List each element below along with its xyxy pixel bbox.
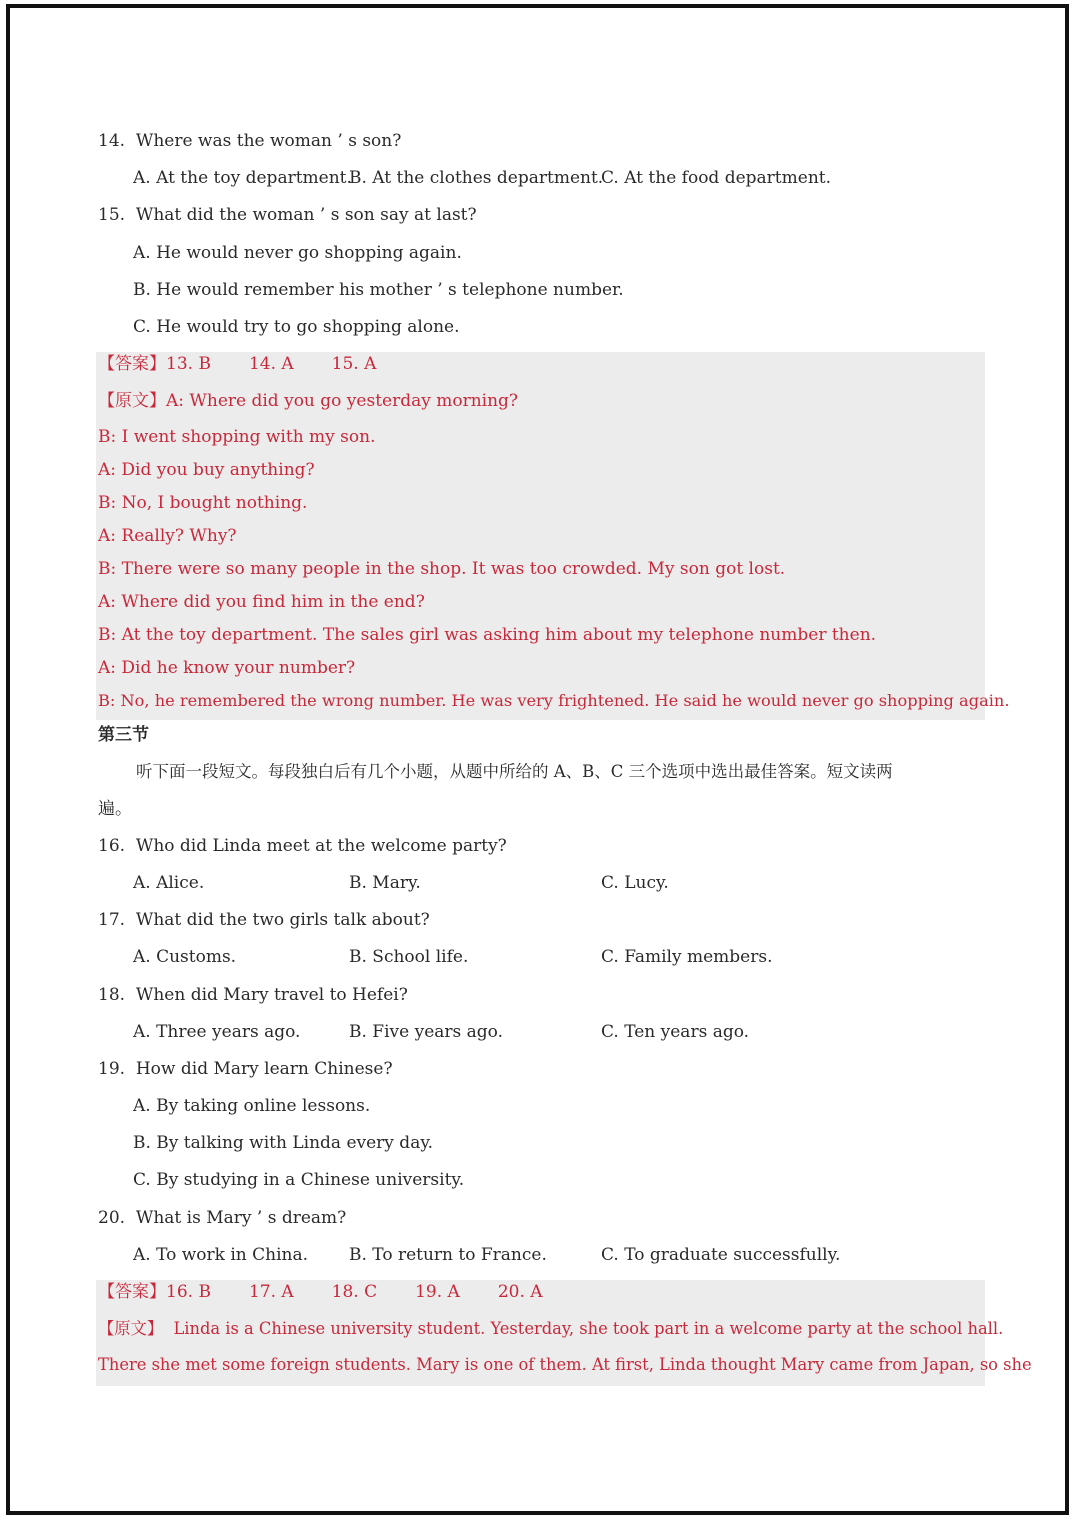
section-instruction: 听下面一段短文。每段独白后有几个小题，从题中所给的 A、B、C 三个选项中选出最佳答案。短文读两 [136,762,893,781]
question-18: 18. When did Mary travel to Hefei? [98,985,408,1005]
q14-option-b: B. At the clothes department. [349,168,604,188]
q17-option-a: A. Customs. [133,947,237,967]
transcript-1-line-10: B: No, he remembered the wrong number. He was very frightened. He said he would never go shopping again. [98,691,1010,710]
q19-option-a: A. By taking online lessons. [133,1096,371,1116]
q15-option-a: A. He would never go shopping again. [133,243,462,263]
transcript-1-line-9: A: Did he know your number? [98,658,356,678]
question-15: 15. What did the woman ’ s son say at last? [98,205,477,225]
answer-line-2: 【答案】16. B 17. A 18. C 19. A 20. A [98,1282,543,1302]
transcript-1-line-5: A: Really? Why? [98,526,237,546]
section-title: 第三节 [98,725,149,745]
transcript-1-line-8: B: At the toy department. The sales girl was asking him about my telephone number then. [98,625,877,645]
q19-option-b: B. By talking with Linda every day. [133,1133,434,1153]
section-instruction-cont: 遍。 [98,799,132,819]
q17-option-b: B. School life. [349,947,469,967]
q14-option-a: A. At the toy department. [133,168,352,188]
q16-option-c: C. Lucy. [601,873,669,893]
q18-option-a: A. Three years ago. [133,1022,301,1042]
question-17: 17. What did the two girls talk about? [98,910,430,930]
q18-option-c: C. Ten years ago. [601,1022,750,1042]
q15-option-b: B. He would remember his mother ’ s telephone number. [133,280,624,300]
q20-option-b: B. To return to France. [349,1245,547,1265]
transcript-1-line-2: B: I went shopping with my son. [98,427,376,447]
q20-option-c: C. To graduate successfully. [601,1245,841,1265]
question-19: 19. How did Mary learn Chinese? [98,1059,393,1079]
q14-option-c: C. At the food department. [601,168,831,188]
transcript-1-line-6: B: There were so many people in the shop. It was too crowded. My son got lost. [98,559,786,579]
q20-option-a: A. To work in China. [133,1245,309,1265]
question-20: 20. What is Mary ’ s dream? [98,1208,347,1228]
q19-option-c: C. By studying in a Chinese university. [133,1170,465,1190]
question-14: 14. Where was the woman ’ s son? [98,131,402,151]
transcript-1-line-3: A: Did you buy anything? [98,460,315,480]
transcript-2-line-2: There she met some foreign students. Mary is one of them. At first, Linda thought Mary came from Japan, so she [98,1355,1032,1374]
transcript-1-line-4: B: No, I bought nothing. [98,493,308,513]
transcript-2-line-1: 【原文】 Linda is a Chinese university student. Yesterday, she took part in a welcome party at the school hall. [98,1319,1004,1338]
q17-option-c: C. Family members. [601,947,773,967]
transcript-1-line-1: 【原文】A: Where did you go yesterday morning? [98,391,519,411]
q16-option-b: B. Mary. [349,873,421,893]
transcript-1-line-7: A: Where did you find him in the end? [98,592,425,612]
q16-option-a: A. Alice. [133,873,205,893]
question-16: 16. Who did Linda meet at the welcome party? [98,836,507,856]
q18-option-b: B. Five years ago. [349,1022,504,1042]
q15-option-c: C. He would try to go shopping alone. [133,317,460,337]
answer-line-1: 【答案】13. B 14. A 15. A [98,354,377,374]
